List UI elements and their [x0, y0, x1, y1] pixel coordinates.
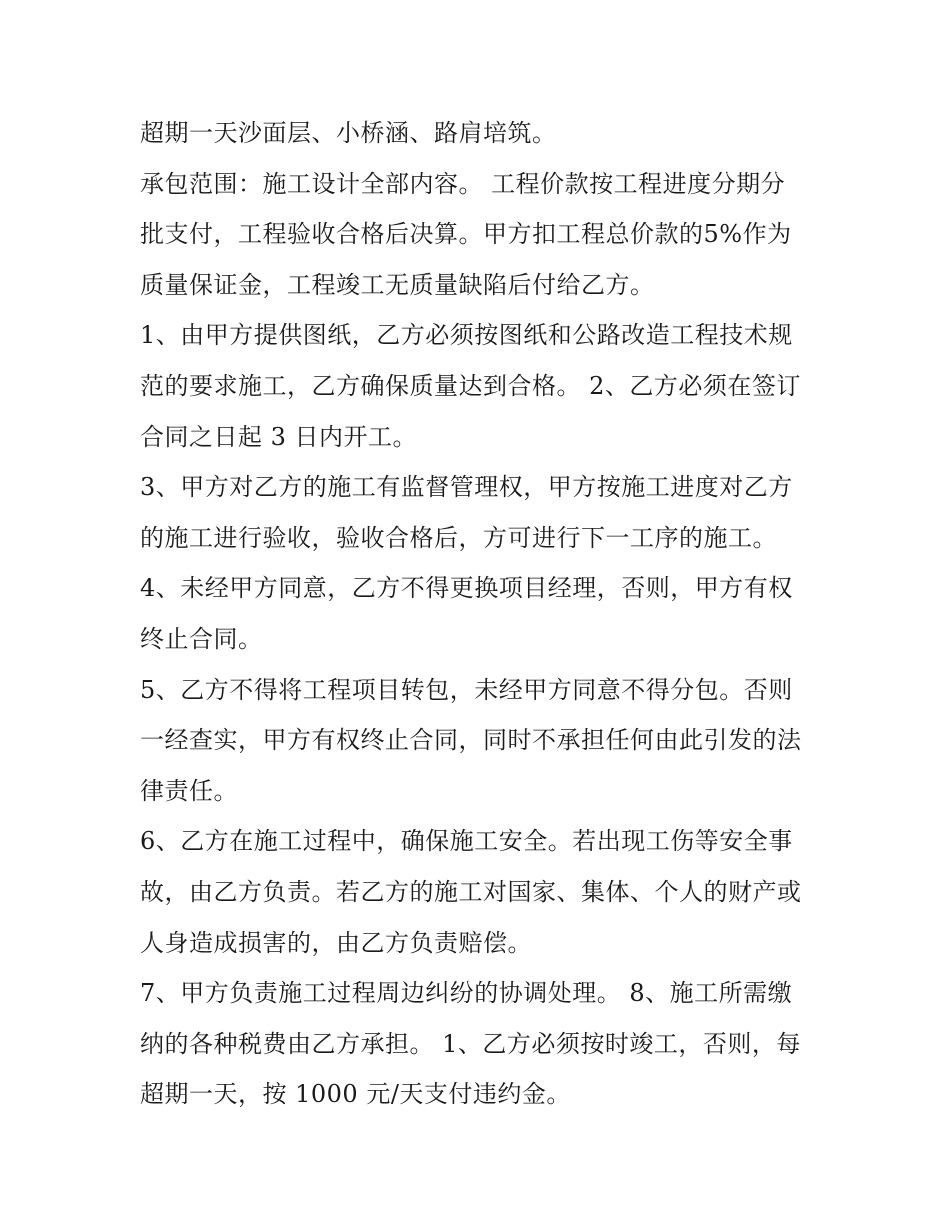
text-line: 人身造成损害的，由乙方负责赔偿。: [140, 928, 532, 957]
text-line: 一经查实，甲方有权终止合同，同时不承担任何由此引发的法: [140, 726, 802, 755]
text-line: 的施工进行验收，验收合格后，方可进行下一工序的施工。: [140, 523, 777, 552]
text-line: 范的要求施工，乙方确保质量达到合格。 2、乙方必须在签订: [140, 371, 801, 400]
text-line: 故，由乙方负责。若乙方的施工对国家、集体、个人的财产或: [140, 877, 802, 906]
text-line: 质量保证金，工程竣工无质量缺陷后付给乙方。: [140, 270, 655, 299]
text-line: 超期一天，按 1000 元/天支付违约金。: [140, 1080, 571, 1109]
text-line: 承包范围：施工设计全部内容。 工程价款按工程进度分期分: [140, 169, 786, 198]
text-line: 1、由甲方提供图纸，乙方必须按图纸和公路改造工程技术规: [140, 321, 793, 350]
text-line: 3、甲方对乙方的施工有监督管理权，甲方按施工进度对乙方: [140, 473, 793, 502]
document-body: [140, 108, 820, 1120]
text-line: 超期一天沙面层、小桥涵、路肩培筑。: [140, 119, 557, 147]
text-line: 批支付，工程验收合格后决算。甲方扣工程总价款的5%作为: [140, 220, 792, 249]
text-line: 合同之日起 3 日内开工。: [140, 422, 418, 451]
text-line: 4、未经甲方同意，乙方不得更换项目经理，否则，甲方有权: [140, 574, 793, 603]
text-line: 6、乙方在施工过程中，确保施工安全。若出现工伤等安全事: [140, 827, 793, 856]
text-line: 纳的各种税费由乙方承担。 1、乙方必须按时竣工，否则，每: [140, 1029, 801, 1058]
text-line: 7、甲方负责施工过程周边纠纷的协调处理。 8、施工所需缴: [140, 979, 793, 1008]
text-line: 律责任。: [140, 776, 238, 805]
text-line: 终止合同。: [140, 624, 263, 653]
text-line: 5、乙方不得将工程项目转包，未经甲方同意不得分包。否则: [140, 675, 793, 704]
